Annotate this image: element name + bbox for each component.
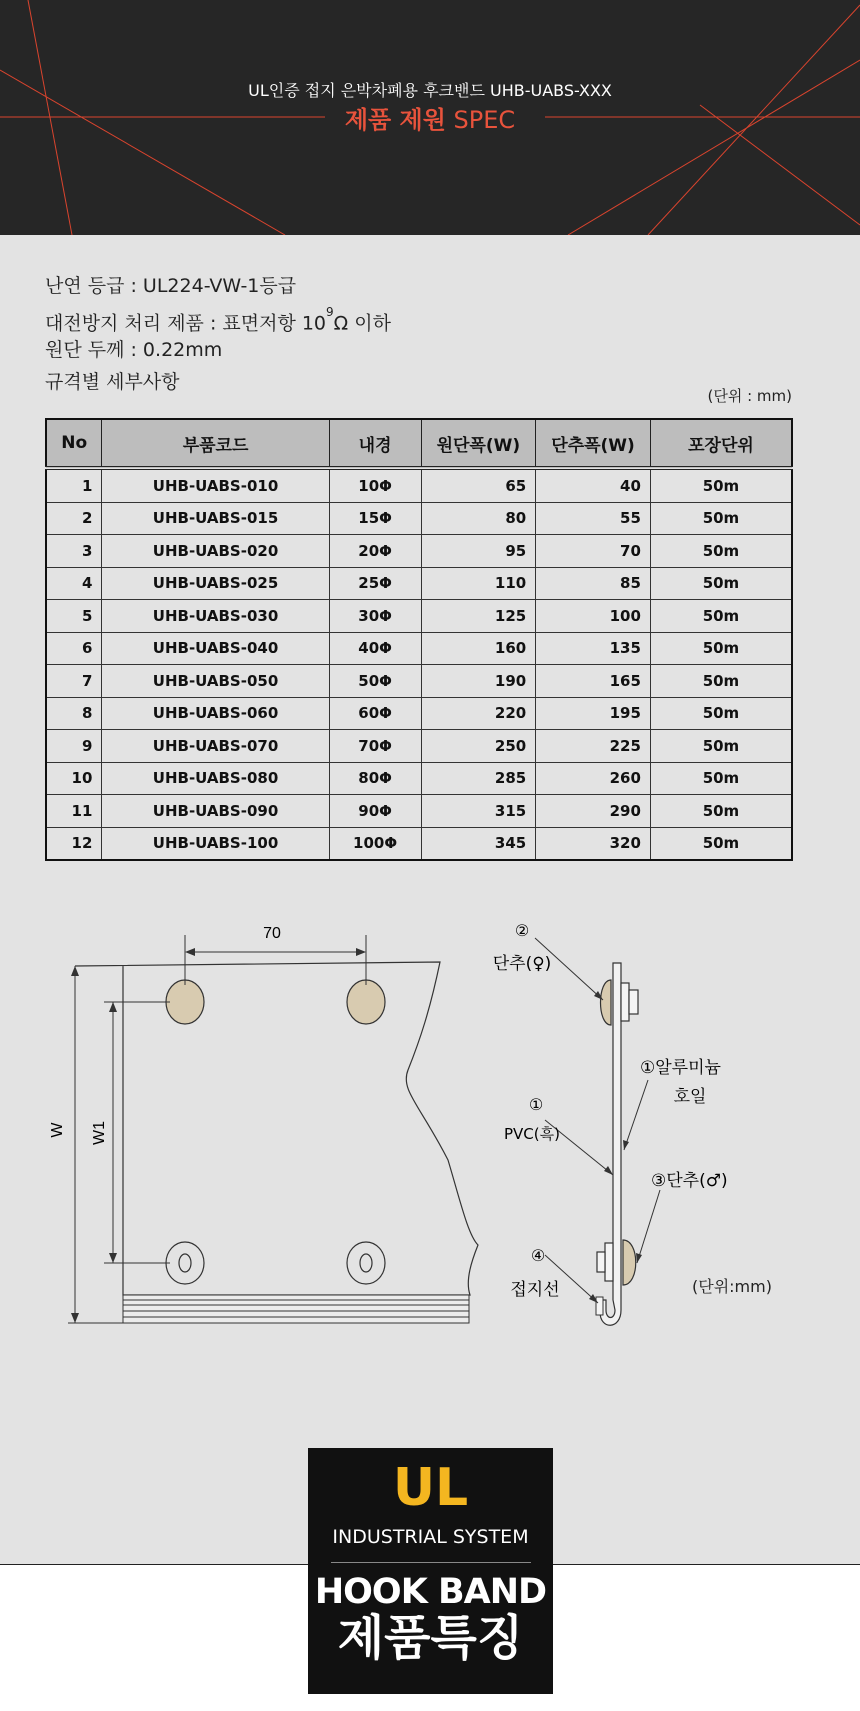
- cell-no: 3: [46, 535, 102, 568]
- label-1-pvc-text: PVC(흑): [504, 1125, 560, 1143]
- cell-inner-diameter: 25Φ: [329, 567, 421, 600]
- cell-no: 7: [46, 665, 102, 698]
- cell-package-unit: 50m: [650, 567, 792, 600]
- cell-button-width: 195: [536, 697, 651, 730]
- cell-package-unit: 50m: [650, 827, 792, 860]
- cell-fabric-width: 125: [421, 600, 536, 633]
- cell-no: 6: [46, 632, 102, 665]
- cell-fabric-width: 315: [421, 795, 536, 828]
- cell-package-unit: 50m: [650, 502, 792, 535]
- cell-button-width: 85: [536, 567, 651, 600]
- cell-no: 12: [46, 827, 102, 860]
- cell-inner-diameter: 60Φ: [329, 697, 421, 730]
- dim-70-label: 70: [263, 925, 281, 942]
- label-4-number: ④: [530, 1246, 546, 1265]
- table-row: [46, 827, 792, 860]
- cell-button-width: 165: [536, 665, 651, 698]
- cell-part-code: UHB-UABS-015: [102, 502, 329, 535]
- cell-no: 11: [46, 795, 102, 828]
- cell-button-width: 135: [536, 632, 651, 665]
- header-banner: [0, 0, 860, 235]
- band-strip: [123, 1295, 469, 1323]
- logo-divider: [331, 1562, 531, 1563]
- cell-part-code: UHB-UABS-100: [102, 827, 329, 860]
- cell-no: 8: [46, 697, 102, 730]
- cell-inner-diameter: 100Φ: [329, 827, 421, 860]
- cell-package-unit: 50m: [650, 665, 792, 698]
- cell-fabric-width: 220: [421, 697, 536, 730]
- header-fabric-width: 원단폭(W): [421, 419, 536, 468]
- cell-package-unit: 50m: [650, 795, 792, 828]
- cell-fabric-width: 65: [421, 468, 536, 502]
- table-row: [46, 535, 792, 568]
- spec-antistatic: [45, 302, 391, 334]
- title-korean: 제품 제원: [344, 106, 446, 134]
- cell-inner-diameter: 15Φ: [329, 502, 421, 535]
- cell-fabric-width: 80: [421, 502, 536, 535]
- antistatic-prefix: 대전방지 처리 제품 : 표면저항 10: [45, 312, 327, 335]
- table-row: [46, 795, 792, 828]
- header-button-width: 단추폭(W): [536, 419, 651, 468]
- antistatic-suffix: Ω 이하: [333, 312, 391, 335]
- title-english: SPEC: [453, 106, 516, 134]
- button-male-right: [347, 1242, 385, 1284]
- cell-no: 4: [46, 567, 102, 600]
- cell-part-code: UHB-UABS-020: [102, 535, 329, 568]
- cell-package-unit: 50m: [650, 730, 792, 763]
- cell-fabric-width: 250: [421, 730, 536, 763]
- cell-inner-diameter: 50Φ: [329, 665, 421, 698]
- cell-part-code: UHB-UABS-010: [102, 468, 329, 502]
- spec-details-heading: 규격별 세부사항: [45, 371, 180, 393]
- table-row: [46, 697, 792, 730]
- spec-table: [45, 418, 793, 861]
- logo-hook-band: HOOK BAND: [314, 1572, 547, 1612]
- cell-inner-diameter: 20Φ: [329, 535, 421, 568]
- antistatic-exponent: 9: [326, 305, 334, 319]
- table-row: [46, 632, 792, 665]
- label-3-text: ③단추(♂): [651, 1171, 728, 1191]
- cell-inner-diameter: 70Φ: [329, 730, 421, 763]
- cell-no: 9: [46, 730, 102, 763]
- cell-fabric-width: 285: [421, 762, 536, 795]
- header-package-unit: 포장단위: [650, 419, 792, 468]
- cell-fabric-width: 95: [421, 535, 536, 568]
- cell-fabric-width: 160: [421, 632, 536, 665]
- cell-no: 2: [46, 502, 102, 535]
- cell-button-width: 55: [536, 502, 651, 535]
- cell-inner-diameter: 30Φ: [329, 600, 421, 633]
- cell-no: 1: [46, 468, 102, 502]
- cell-button-width: 70: [536, 535, 651, 568]
- ul-hookband-logo: [308, 1448, 553, 1694]
- cell-fabric-width: 110: [421, 567, 536, 600]
- logo-ul: UL: [392, 1458, 469, 1518]
- cell-inner-diameter: 90Φ: [329, 795, 421, 828]
- label-2-text: 단추(♀): [492, 954, 552, 974]
- table-row: [46, 468, 792, 502]
- table-body: [46, 468, 792, 860]
- cell-button-width: 100: [536, 600, 651, 633]
- cell-inner-diameter: 40Φ: [329, 632, 421, 665]
- cell-fabric-width: 190: [421, 665, 536, 698]
- cell-part-code: UHB-UABS-070: [102, 730, 329, 763]
- table-unit: (단위 : mm): [707, 387, 792, 405]
- label-4-text: 접지선: [510, 1280, 560, 1300]
- dim-w1-label: W1: [91, 1121, 108, 1145]
- cell-part-code: UHB-UABS-080: [102, 762, 329, 795]
- cell-package-unit: 50m: [650, 632, 792, 665]
- cell-inner-diameter: 80Φ: [329, 762, 421, 795]
- table-row: [46, 665, 792, 698]
- diagram-unit: (단위:mm): [692, 1277, 772, 1296]
- cell-fabric-width: 345: [421, 827, 536, 860]
- cell-package-unit: 50m: [650, 535, 792, 568]
- label-2-number: ②: [514, 921, 530, 940]
- header-no: No: [46, 419, 102, 468]
- cell-button-width: 40: [536, 468, 651, 502]
- section-button-female: [601, 980, 612, 1025]
- button-male-left: [166, 1242, 204, 1284]
- label-1-pvc-number: ①: [528, 1095, 544, 1114]
- spec-summary: [45, 270, 391, 398]
- cell-package-unit: 50m: [650, 468, 792, 502]
- page-title: [0, 100, 860, 135]
- cell-part-code: UHB-UABS-060: [102, 697, 329, 730]
- spec-thickness: 원단 두께 : 0.22mm: [45, 339, 223, 361]
- logo-industrial: INDUSTRIAL SYSTEM: [332, 1526, 529, 1548]
- label-1-foil-line2: 호일: [673, 1087, 707, 1107]
- band-outline: [75, 962, 478, 1295]
- cell-package-unit: 50m: [650, 697, 792, 730]
- cell-part-code: UHB-UABS-030: [102, 600, 329, 633]
- table-row: [46, 600, 792, 633]
- dim-w-label: W: [49, 1122, 66, 1138]
- cell-button-width: 290: [536, 795, 651, 828]
- button-female-right: [347, 980, 385, 1024]
- cell-package-unit: 50m: [650, 600, 792, 633]
- cell-package-unit: 50m: [650, 762, 792, 795]
- cell-part-code: UHB-UABS-050: [102, 665, 329, 698]
- cell-no: 10: [46, 762, 102, 795]
- cell-part-code: UHB-UABS-040: [102, 632, 329, 665]
- cell-no: 5: [46, 600, 102, 633]
- table-row: [46, 762, 792, 795]
- label-1-foil-line1: ①알루미늄: [640, 1058, 721, 1078]
- table-row: [46, 502, 792, 535]
- table-header-row: [46, 419, 792, 468]
- header-part-code: 부품코드: [102, 419, 329, 468]
- button-female-left: [166, 980, 204, 1024]
- logo-feature: 제품특징: [337, 1610, 524, 1666]
- cell-part-code: UHB-UABS-025: [102, 567, 329, 600]
- cell-part-code: UHB-UABS-090: [102, 795, 329, 828]
- header-inner-diameter: 내경: [329, 419, 421, 468]
- spec-flame-grade: 난연 등급 : UL224-VW-1등급: [45, 275, 297, 297]
- header-subtitle: UL인증 접지 은박차폐용 후크밴드 UHB-UABS-XXX: [248, 81, 612, 100]
- table-row: [46, 567, 792, 600]
- cell-inner-diameter: 10Φ: [329, 468, 421, 502]
- cell-button-width: 260: [536, 762, 651, 795]
- table-row: [46, 730, 792, 763]
- section-button-male: [623, 1240, 636, 1285]
- cell-button-width: 225: [536, 730, 651, 763]
- cell-button-width: 320: [536, 827, 651, 860]
